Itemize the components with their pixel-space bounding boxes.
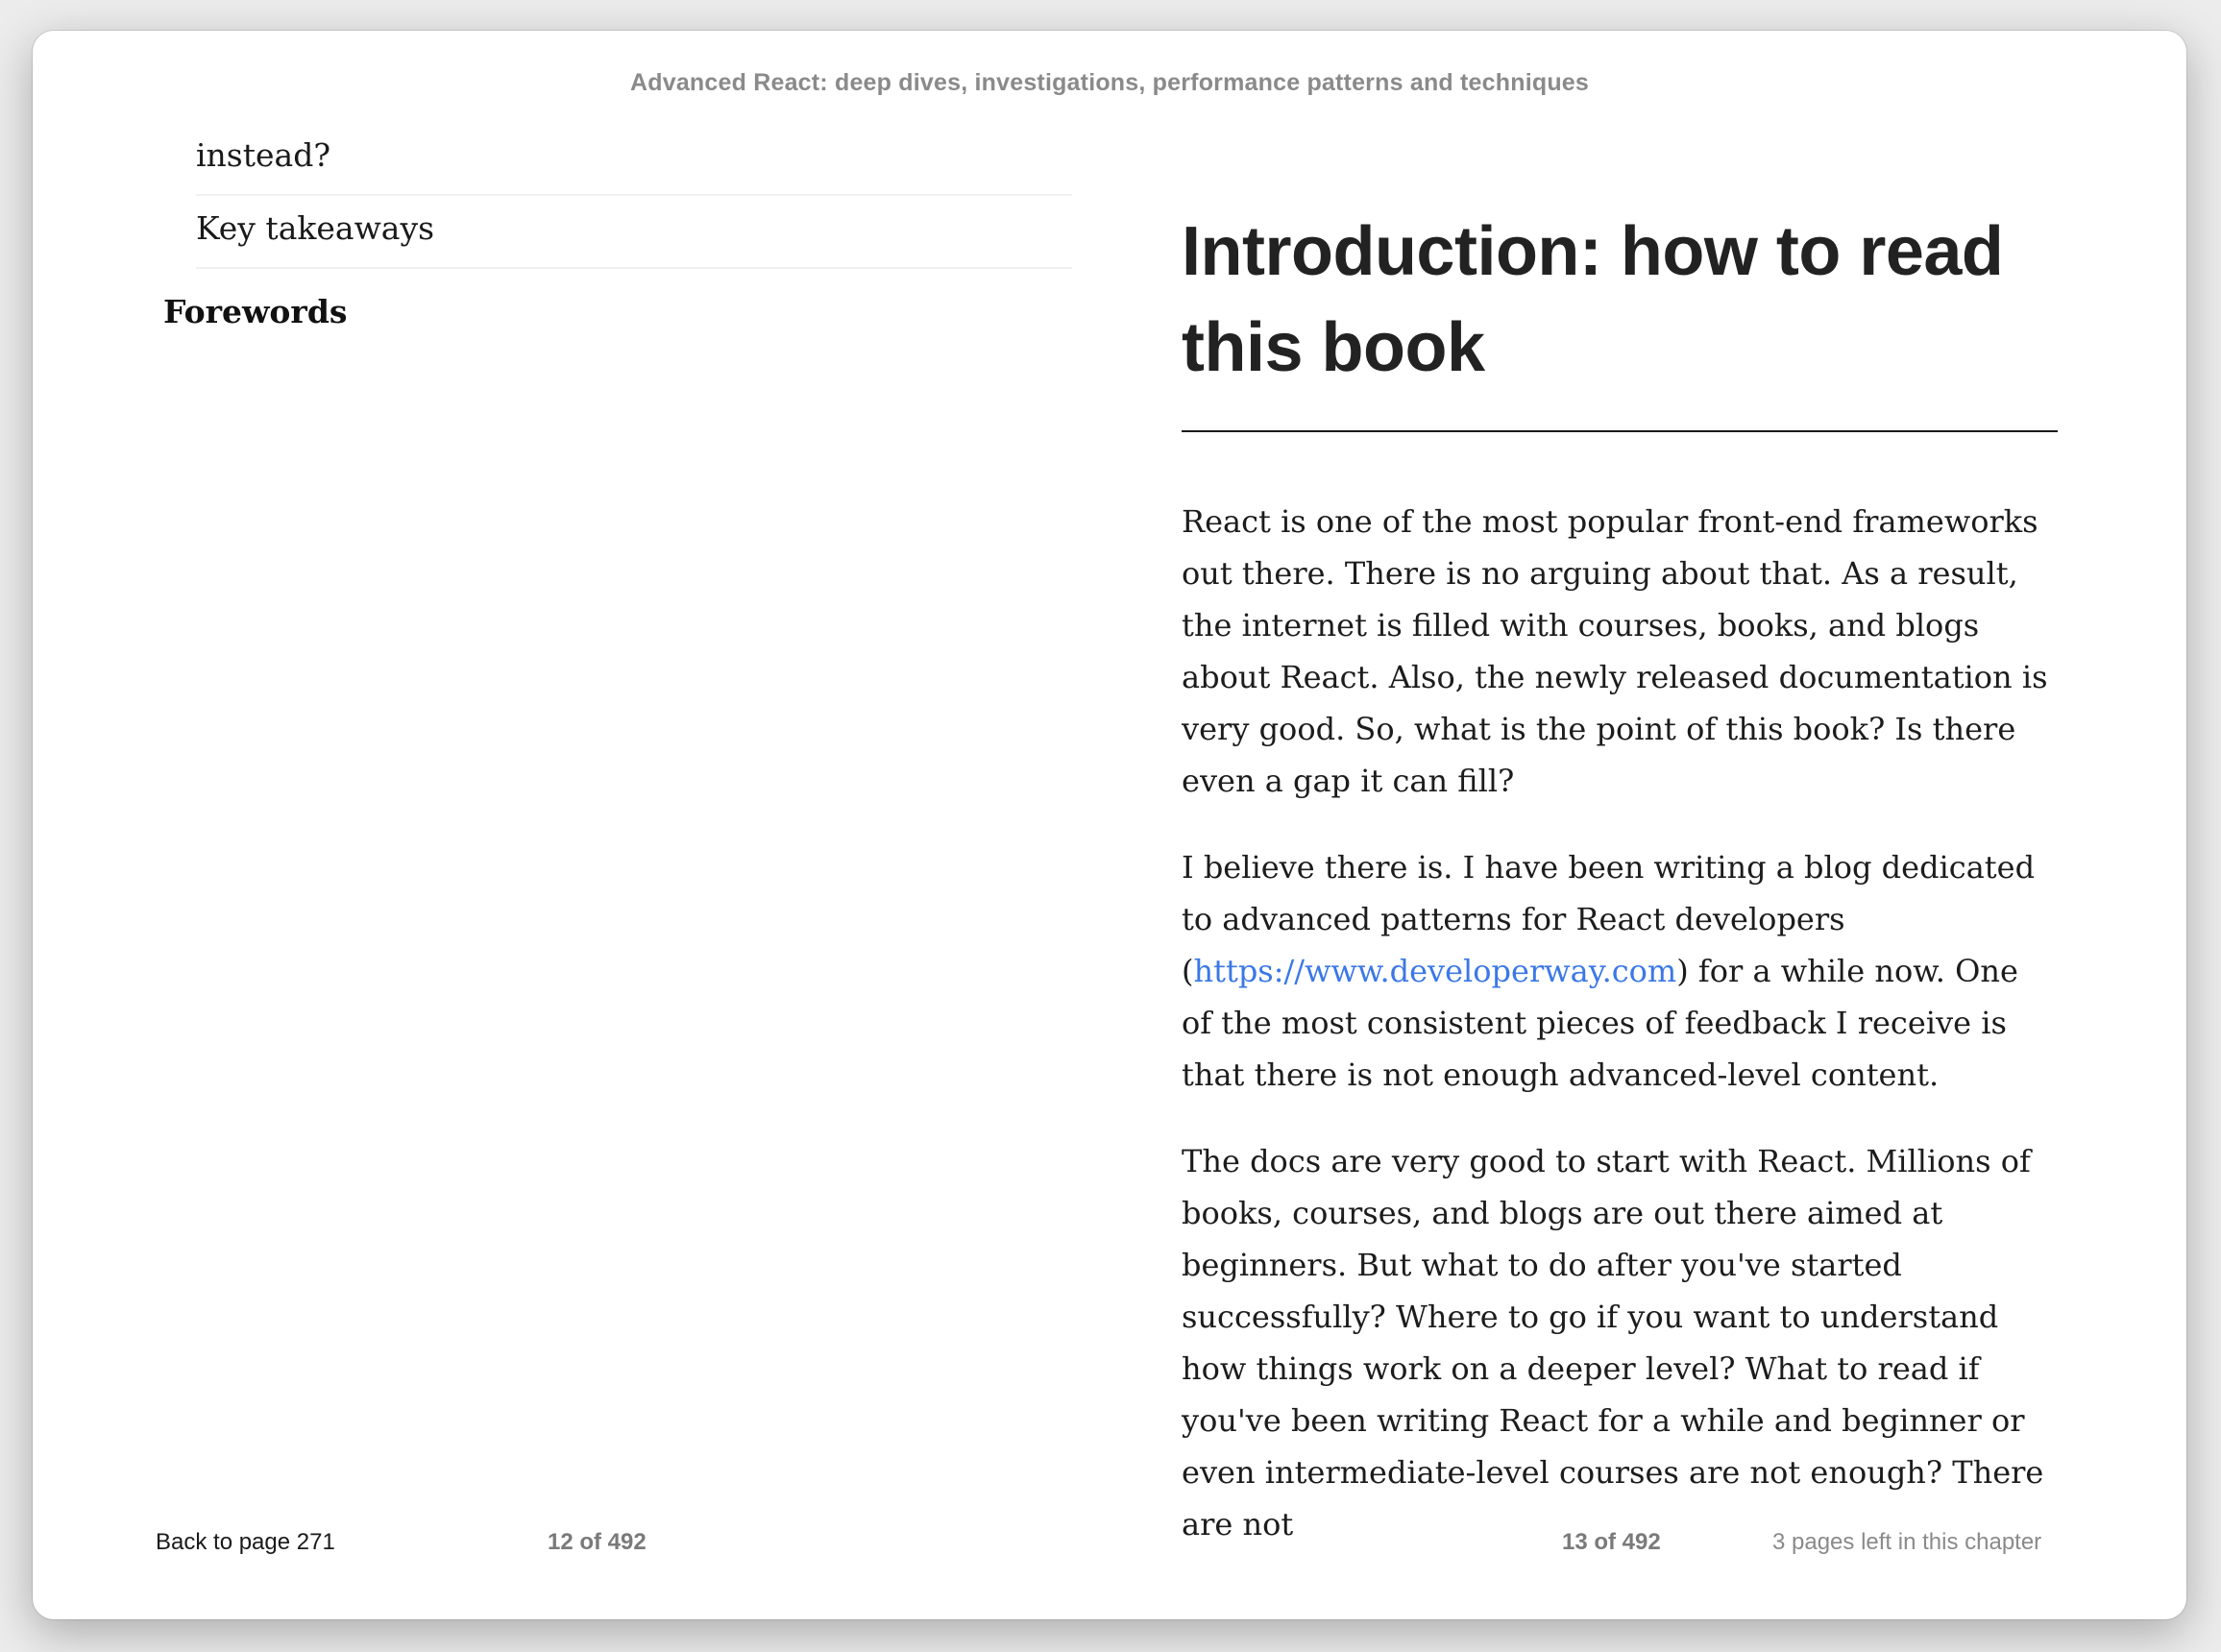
paragraph-2-text-start: I believe there is. I have been writing a blog dedicated to advanced patterns for React developers ( [1182,849,2036,989]
chapter-content [1182,204,2058,1585]
paragraph-1: React is one of the most popular front-end frameworks out there. There is no arguing about that. As a result, the internet is filled with courses, books, and blogs about React. Also, the newly released documentation is very good. So, what is the point of this book? Is there even a gap it can fill? [1182,503,2048,799]
chapter-title-line2: this book [1182,309,1485,386]
book-title: Advanced React: deep dives, investigations, performance patterns and techniques [629,69,1589,96]
pages-left-in-chapter: 3 pages left in this chapter [1772,1529,2042,1555]
table-of-contents [163,127,1072,346]
book-reader-window [33,31,2186,1619]
toc-item-key-takeaways[interactable]: Key takeaways [196,196,1072,269]
left-page-number: 12 of 492 [548,1529,647,1555]
toc-item-instead[interactable]: instead? [196,127,1072,196]
developerway-link[interactable]: https://www.developerway.com [1193,953,1677,989]
back-to-page-link[interactable]: Back to page 271 [156,1529,335,1555]
chapter-title [1182,204,2058,396]
paragraph-3: The docs are very good to start with React. Millions of books, courses, and blogs are out there aimed at beginners. But what to do after you've started successfully? Where to go if you want to understand how things work on a deeper level? What to read if you've been writing React for a while and beginner or even intermediate-level courses are not enough? There are not [1182,1143,2044,1543]
right-page-number: 13 of 492 [1562,1529,1661,1555]
chapter-title-line1: Introduction: how to read [1182,213,2004,290]
toc-item-forewords[interactable]: Forewords [163,293,348,330]
title-divider [1182,430,2058,432]
chapter-body [1182,496,2058,1550]
paragraph-2-text-end: ) for a while now. One of the most consistent pieces of feedback I receive is that there is not enough advanced-level content. [1182,953,2018,1093]
paragraph-2 [1182,841,2058,1101]
